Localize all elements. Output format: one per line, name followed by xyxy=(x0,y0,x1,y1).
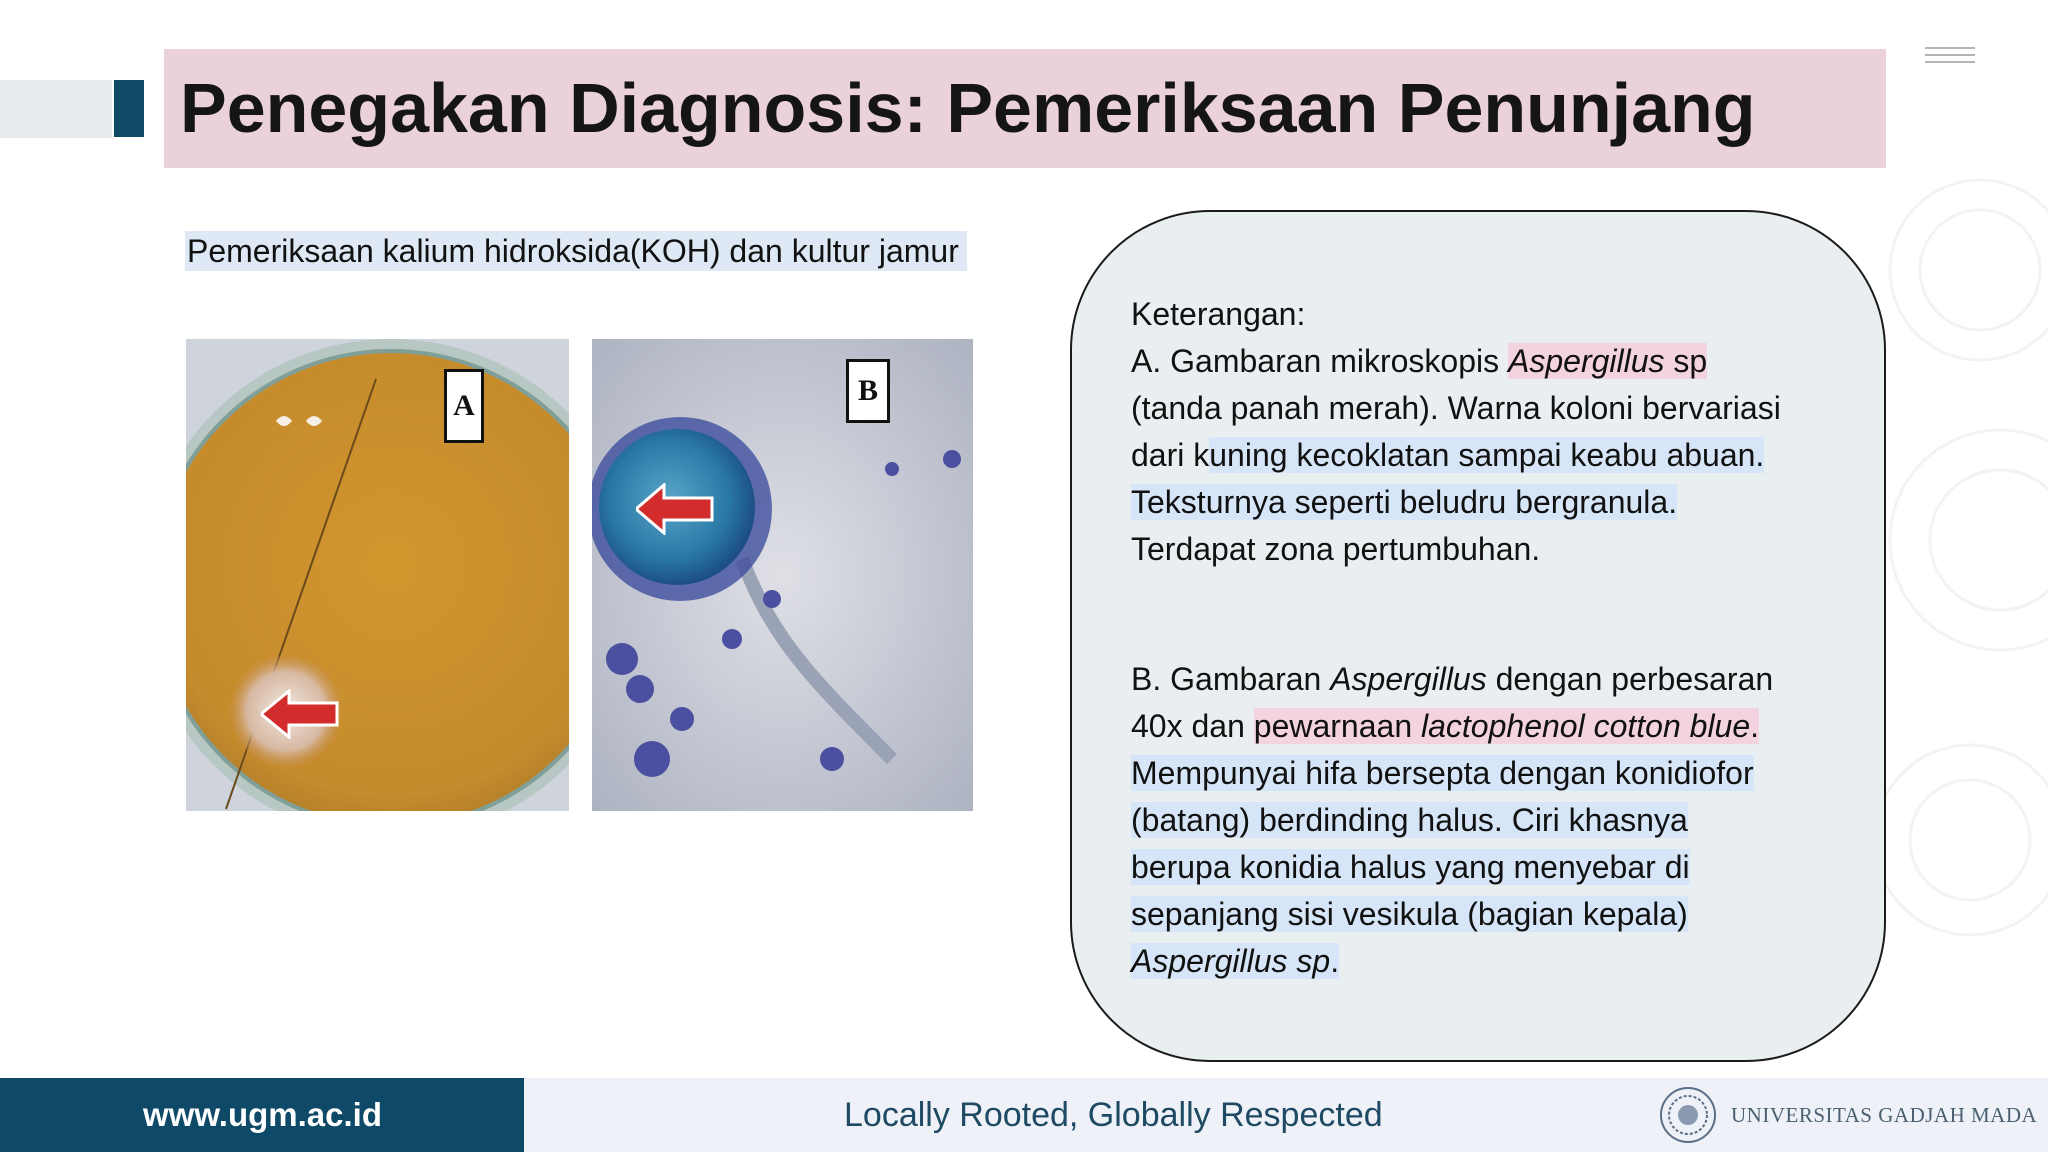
info-a-line-5: Terdapat zona pertumbuhan. xyxy=(1131,531,1541,567)
info-text: dari k xyxy=(1131,437,1210,473)
arrow-left-icon xyxy=(636,483,714,535)
info-highlight: berupa konidia halus yang menyebar di xyxy=(1131,849,1690,885)
ugm-seal-icon xyxy=(1659,1086,1717,1144)
info-highlight xyxy=(1254,708,1759,744)
info-highlight: (batang) berdinding halus. Ciri khasnya xyxy=(1131,802,1688,838)
info-b-line-7 xyxy=(1131,939,1339,983)
info-a-line-3 xyxy=(1131,433,1764,477)
species-name: Aspergillus xyxy=(1330,661,1487,697)
footer-university-name: UNIVERSITAS GADJAH MADA xyxy=(1731,1103,2038,1127)
page-title: Penegakan Diagnosis: Pemeriksaan Penunjang xyxy=(180,69,1756,147)
info-b-line-4 xyxy=(1131,798,1688,842)
microscopy-illustration xyxy=(592,339,973,811)
figure-label-a: A xyxy=(444,369,484,443)
culture-plate-photo xyxy=(186,339,569,811)
info-b-line-2 xyxy=(1131,704,1759,748)
info-highlight: Teksturnya seperti beludru bergranula. xyxy=(1131,484,1678,520)
info-highlight xyxy=(1508,343,1707,379)
info-a-line-4 xyxy=(1131,480,1677,524)
info-a-line-1 xyxy=(1131,339,1707,383)
info-a-line-2: (tanda panah merah). Warna koloni bervariasi xyxy=(1131,390,1781,426)
stain-name: lactophenol cotton blue xyxy=(1421,708,1751,744)
footer-tagline: Locally Rooted, Globally Respected xyxy=(844,1096,1383,1134)
info-text: B. Gambaran xyxy=(1131,661,1331,697)
header-left-stripe xyxy=(0,80,112,138)
footer-url-link[interactable]: www.ugm.ac.id xyxy=(143,1096,382,1133)
info-highlight: sepanjang sisi vesikula (bagian kepala) xyxy=(1131,896,1688,932)
info-text: A. Gambaran mikroskopis xyxy=(1131,343,1509,379)
info-highlight: Mempunyai hifa bersepta dengan konidiofor xyxy=(1131,755,1754,791)
info-text: sp xyxy=(1664,343,1708,379)
species-name: Aspergillus sp xyxy=(1131,943,1331,979)
arrow-left-icon xyxy=(261,689,339,739)
figure-label-b: B xyxy=(846,359,890,423)
section-subtitle: Pemeriksaan kalium hidroksida(KOH) dan kultur jamur xyxy=(185,231,967,271)
header-accent-block xyxy=(114,80,144,137)
microscopy-photo xyxy=(592,339,973,811)
info-b-line-6 xyxy=(1131,892,1688,936)
species-name: Aspergillus xyxy=(1508,343,1665,379)
info-text: dengan perbesaran xyxy=(1486,661,1774,697)
info-text: . xyxy=(1330,943,1340,979)
menu-icon[interactable] xyxy=(1925,47,1975,65)
info-text: 40x dan xyxy=(1131,708,1254,744)
info-text: pewarnaan xyxy=(1253,708,1421,744)
info-b-line-3 xyxy=(1131,751,1754,795)
info-text: . xyxy=(1750,708,1760,744)
info-heading: Keterangan: xyxy=(1131,296,1306,332)
culture-plate-illustration xyxy=(186,339,569,811)
info-b-line-1 xyxy=(1131,657,1773,701)
info-highlight: uning kecoklatan sampai keabu abuan. xyxy=(1209,437,1765,473)
info-b-line-5 xyxy=(1131,845,1690,889)
info-highlight xyxy=(1131,943,1339,979)
